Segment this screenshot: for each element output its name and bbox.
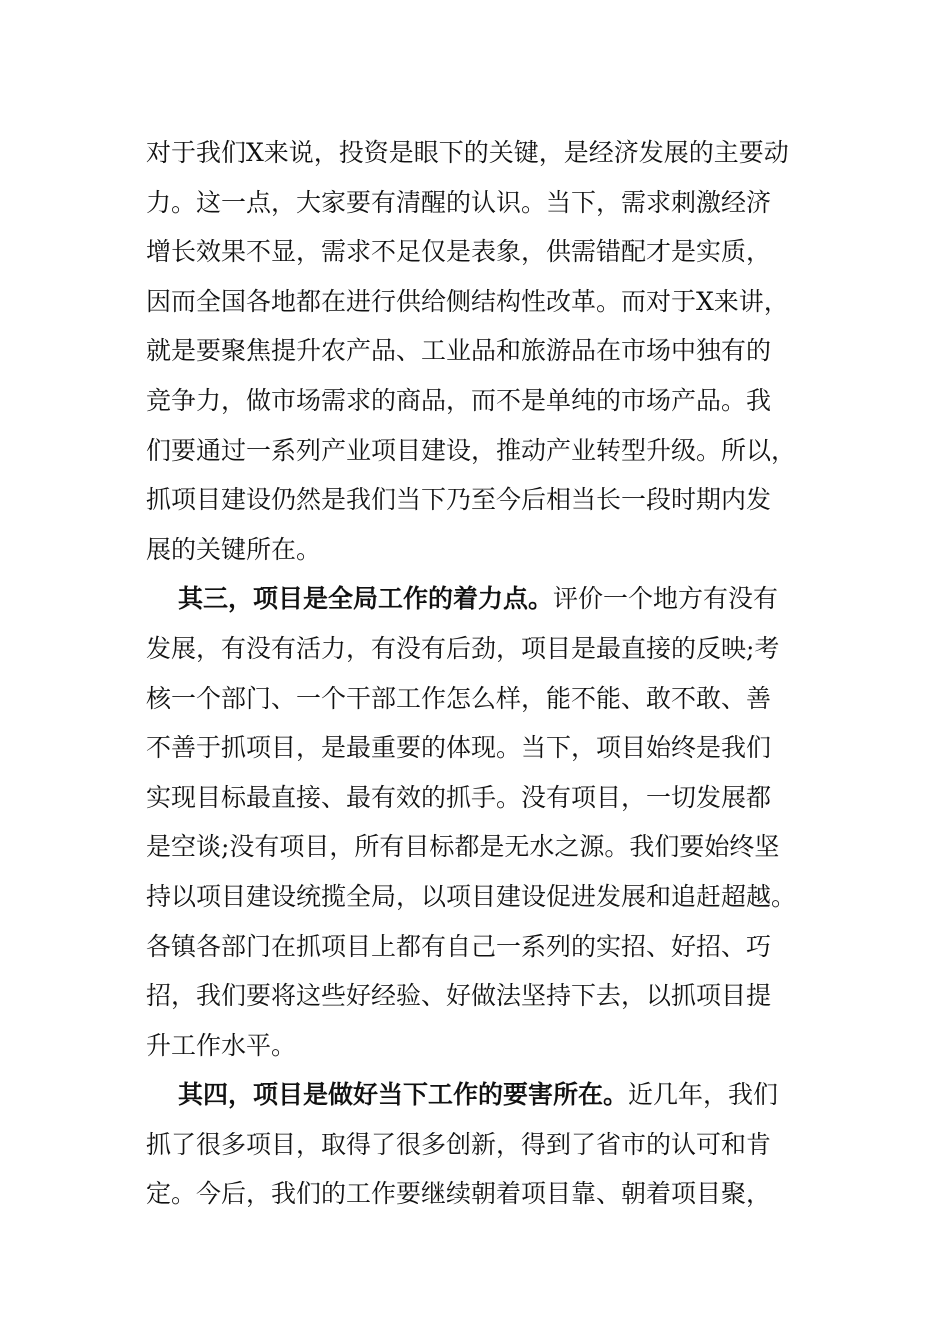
- paragraph-1-line-1: 对于我们X来说，投资是眼下的关键，是经济发展的主要动: [146, 138, 789, 167]
- paragraph-2-line-4: 不善于抓项目，是最重要的体现。当下，项目始终是我们: [146, 733, 772, 763]
- paragraph-3-first-line-text: 近几年，我们: [628, 1080, 779, 1110]
- paragraph-1-line-9: 展的关键所在。: [146, 534, 322, 564]
- paragraph-2-line-3: 核一个部门、一个干部工作怎么样，能不能、敢不敢、善: [146, 683, 772, 713]
- document-body: [146, 128, 816, 1219]
- paragraph-3-line-2: 抓了很多项目，取得了很多创新，得到了省市的认可和肯: [146, 1129, 772, 1159]
- paragraph-2-line-10: 升工作水平。: [146, 1030, 297, 1060]
- paragraph-1-line-7: 们要通过一系列产业项目建设，推动产业转型升级。所以，: [146, 435, 797, 465]
- paragraph-3-line-1: [146, 1070, 816, 1120]
- paragraph-3-line-3: 定。今后，我们的工作要继续朝着项目靠、朝着项目聚，: [146, 1179, 772, 1209]
- paragraph-2-line-5: 实现目标最直接、最有效的抓手。没有项目，一切发展都: [146, 782, 772, 812]
- paragraph-2-line-9: 招，我们要将这些好经验、好做法坚持下去，以抓项目提: [146, 981, 772, 1011]
- paragraph-2-line-1: [146, 574, 816, 624]
- paragraph-2-heading: 其三，项目是全局工作的着力点。: [178, 584, 554, 614]
- paragraph-2-line-6: 是空谈;没有项目，所有目标都是无水之源。我们要始终坚: [146, 832, 780, 862]
- paragraph-1-line-5: 就是要聚焦提升农产品、工业品和旅游品在市场中独有的: [146, 336, 772, 366]
- paragraph-1-line-3: 增长效果不显，需求不足仅是表象，供需错配才是实质，: [146, 237, 772, 267]
- paragraph-2-first-line-text: 评价一个地方有没有: [553, 584, 779, 614]
- paragraph-1-line-4: 因而全国各地都在进行供给侧结构性改革。而对于X来讲，: [146, 286, 789, 316]
- paragraph-1-line-8: 抓项目建设仍然是我们当下乃至今后相当长一段时期内发: [146, 485, 772, 515]
- paragraph-2-line-7: 持以项目建设统揽全局，以项目建设促进发展和追赶超越。: [146, 881, 797, 911]
- paragraph-3-heading: 其四，项目是做好当下工作的要害所在。: [178, 1080, 629, 1110]
- paragraph-2-line-8: 各镇各部门在抓项目上都有自己一系列的实招、好招、巧: [146, 931, 772, 961]
- paragraph-1-line-6: 竞争力，做市场需求的商品，而不是单纯的市场产品。我: [146, 385, 772, 415]
- paragraph-2-line-2: 发展，有没有活力，有没有后劲，项目是最直接的反映;考: [146, 633, 780, 663]
- paragraph-1-line-2: 力。这一点，大家要有清醒的认识。当下，需求刺激经济: [146, 187, 772, 217]
